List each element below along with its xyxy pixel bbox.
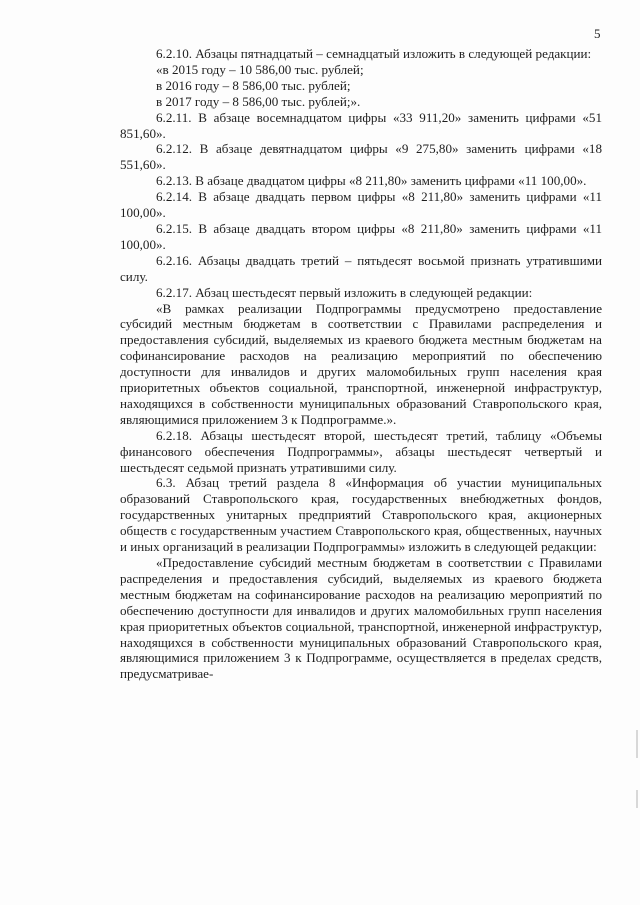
paragraph-6-2-11: 6.2.11. В абзаце восемнадцатом цифры «33 911,20» заменить цифрами «51 851,60». (120, 109, 602, 141)
page-number: 5 (594, 26, 601, 41)
scan-edge-mark (636, 790, 638, 808)
paragraph-6-2-16: 6.2.16. Абзацы двадцать третий – пятьдесят восьмой признать утратившими силу. (120, 252, 602, 284)
paragraph-6-2-15: 6.2.15. В абзаце двадцать втором цифры «8 211,80» заменить цифрами «11 100,00». (120, 220, 602, 252)
scan-edge-mark (636, 730, 638, 758)
paragraph-6-2-10: 6.2.10. Абзацы пятнадцатый – семнадцатый изложить в следующей редакции: (156, 46, 592, 61)
paragraph-6-2-17: 6.2.17. Абзац шестьдесят первый изложить в следующей редакции: (156, 284, 533, 300)
document-body (120, 46, 602, 682)
amount-line-2015: «в 2015 году – 10 586,00 тыс. рублей; (156, 61, 364, 77)
quoted-paragraph-1: «В рамках реализации Подпрограммы предусмотрено предоставление субсидий местным бюджетам в соответствии с Правилами распределения и предоставления субсидий, выделяемых из краевого бюджета местным бюджетам на софинансирование расходов на реализацию мероприятий по обеспечению доступности для инвалидов и других маломобильных групп населения края приоритетных объектов социальной, транспортной, инженерной инфраструктур, находящихся в собственности муниципальных образований Ставропольского края, являющимися приложением 3 к Подпрограмме.». (120, 300, 602, 427)
paragraph-6-3: 6.3. Абзац третий раздела 8 «Информация об участии муниципальных образований Ставропольского края, государственных внебюджетных фондов, государственных унитарных предприятий Ставропольского края, акционерных обществ с государственным участием Ставропольского края, общественных, научных и иных организаций в реализации Подпрограммы» изложить в следующей редакции: (120, 475, 602, 555)
paragraph-6-2-13: 6.2.13. В абзаце двадцатом цифры «8 211,80» заменить цифрами «11 100,00». (156, 173, 587, 189)
amount-line-2016: в 2016 году – 8 586,00 тыс. рублей; (156, 77, 351, 93)
paragraph-6-2-18: 6.2.18. Абзацы шестьдесят второй, шестьдесят третий, таблицу «Объемы финансового обеспечения Подпрограммы», абзацы шестьдесят четвертый и шестьдесят седьмой признать утратившими силу. (120, 427, 602, 475)
quoted-paragraph-2: «Предоставление субсидий местным бюджетам в соответствии с Правилами распределения и предоставления субсидий, выделяемых из краевого бюджета местным бюджетам на софинансирование расходов на реализацию мероприятий по обеспечению доступности для инвалидов и других маломобильных групп населения края приоритетных объектов социальной, транспортной, инженерной инфраструктур, находящихся в собственности муниципальных образований Ставропольского края, являющимися приложением 3 к Подпрограмме, осуществляется в пределах средств, предусматривае- (120, 555, 602, 682)
paragraph-6-2-12: 6.2.12. В абзаце девятнадцатом цифры «9 275,80» заменить цифрами «18 551,60». (120, 141, 602, 173)
paragraph-6-2-14: 6.2.14. В абзаце двадцать первом цифры «8 211,80» заменить цифрами «11 100,00». (120, 189, 602, 221)
amount-line-2017: в 2017 году – 8 586,00 тыс. рублей;». (156, 93, 361, 109)
